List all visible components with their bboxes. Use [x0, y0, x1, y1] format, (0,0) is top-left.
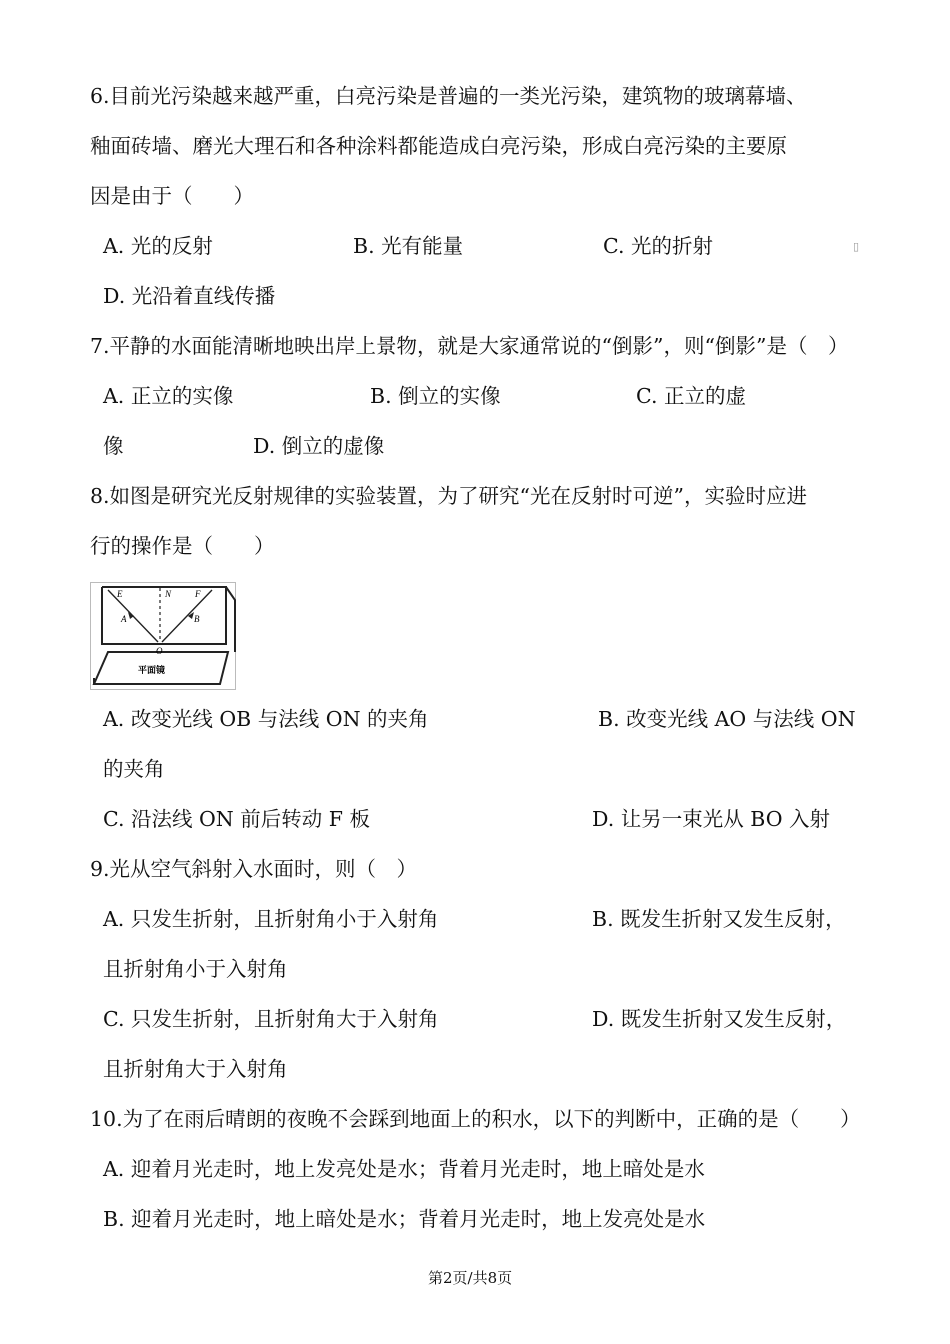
q8-option-c: C. 沿法线 ON 前后转动 F 板 [103, 807, 371, 831]
q7-option-c: C. 正立的虚 [636, 384, 746, 408]
q6-option-b: B. 光有能量 [353, 234, 464, 258]
q9-option-d-continued: 且折射角大于入射角 [103, 1057, 288, 1081]
label-e: E [117, 589, 123, 599]
scan-mark: ▯ [853, 240, 860, 253]
q7-option-a: A. 正立的实像 [103, 384, 234, 408]
q6-stem-line-3: 因是由于（ ） [90, 184, 254, 208]
q10-stem: 10.为了在雨后晴朗的夜晚不会踩到地面上的积水，以下的判断中，正确的是（ ） [90, 1107, 861, 1131]
label-n: N [165, 589, 172, 599]
q7-option-c-continued: 像 [103, 434, 124, 458]
q6-option-d: D. 光沿着直线传播 [103, 284, 276, 308]
q8-stem-line-2: 行的操作是（ ） [90, 534, 275, 558]
label-a: A [121, 614, 127, 624]
reflection-apparatus-figure [90, 582, 236, 690]
q9-option-d: D. 既发生折射又发生反射， [592, 1007, 847, 1031]
label-o: O [156, 646, 163, 656]
q8-option-b-continued: 的夹角 [103, 757, 165, 781]
q7-stem: 7.平静的水面能清晰地映出岸上景物，就是大家通常说的“倒影”，则“倒影”是（ ） [90, 334, 849, 358]
mirror-caption: 平面镜 [138, 666, 166, 676]
q9-stem: 9.光从空气斜射入水面时，则（ ） [90, 857, 418, 881]
label-f: F [195, 589, 201, 599]
q9-option-b-continued: 且折射角小于入射角 [103, 957, 288, 981]
q8-option-a: A. 改变光线 OB 与法线 ON 的夹角 [103, 707, 429, 731]
label-b: B [194, 614, 200, 624]
q9-option-b: B. 既发生折射又发生反射， [592, 907, 846, 931]
page-number: 第2页/共8页 [428, 1269, 513, 1287]
q6-stem-line-2: 釉面砖墙、磨光大理石和各种涂料都能造成白亮污染，形成白亮污染的主要原 [90, 134, 787, 158]
q6-stem-line-1: 6.目前光污染越来越严重，白亮污染是普遍的一类光污染，建筑物的玻璃幕墙、 [90, 84, 807, 108]
q8-option-d: D. 让另一束光从 BO 入射 [592, 807, 831, 831]
q7-option-d: D. 倒立的虚像 [253, 434, 385, 458]
q6-option-c: C. 光的折射 [603, 234, 713, 258]
q10-option-b: B. 迎着月光走时，地上暗处是水；背着月光走时，地上发亮处是水 [103, 1207, 706, 1231]
q9-option-c: C. 只发生折射，且折射角大于入射角 [103, 1007, 439, 1031]
q8-stem-line-1: 8.如图是研究光反射规律的实验装置，为了研究“光在反射时可逆”，实验时应进 [90, 484, 808, 508]
q7-option-b: B. 倒立的实像 [370, 384, 501, 408]
q8-option-b: B. 改变光线 AO 与法线 ON [598, 707, 856, 731]
q9-option-a: A. 只发生折射，且折射角小于入射角 [103, 907, 439, 931]
q10-option-a: A. 迎着月光走时，地上发亮处是水；背着月光走时，地上暗处是水 [103, 1157, 705, 1181]
q6-option-a: A. 光的反射 [103, 234, 213, 258]
